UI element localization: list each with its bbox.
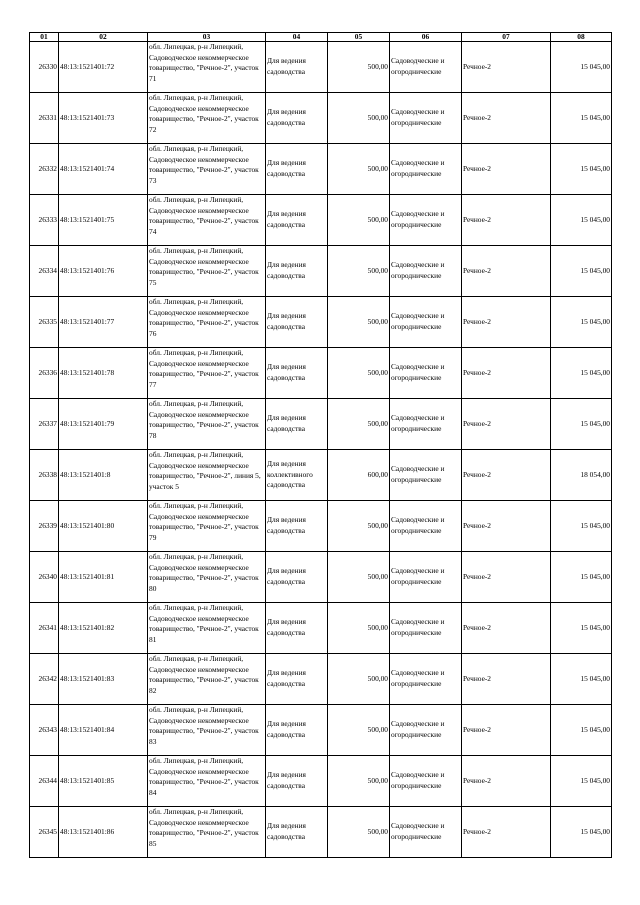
cadastral-value-cell: 15 045,00 bbox=[551, 144, 612, 195]
permitted-use-cell: Для ведения садоводства bbox=[266, 348, 328, 399]
land-category-cell: Садоводческие и огороднические bbox=[390, 654, 462, 705]
cadastral-value-cell: 15 045,00 bbox=[551, 603, 612, 654]
cadastral-number-cell: 48:13:1521401:8 bbox=[59, 450, 148, 501]
record-number-cell: 26339 bbox=[30, 501, 59, 552]
cadastral-number-cell: 48:13:1521401:72 bbox=[59, 42, 148, 93]
col-header-05: 05 bbox=[328, 33, 390, 42]
cadastral-value-cell: 15 045,00 bbox=[551, 807, 612, 858]
col-header-08: 08 bbox=[551, 33, 612, 42]
address-text: обл. Липецкая, р-н Липецкий, Садоводческое некоммерческое товарищество, "Речное-2", участок 83 bbox=[149, 705, 259, 746]
land-category-cell: Садоводческие и огороднические bbox=[390, 144, 462, 195]
address-cell bbox=[148, 399, 266, 450]
address-text: обл. Липецкая, р-н Липецкий, Садоводческое некоммерческое товарищество, "Речное-2", участок 76 bbox=[149, 297, 259, 338]
cadastral-number-cell: 48:13:1521401:80 bbox=[59, 501, 148, 552]
address-text: обл. Липецкая, р-н Липецкий, Садоводческое некоммерческое товарищество, "Речное-2", участок 77 bbox=[149, 348, 259, 389]
address-cell bbox=[148, 297, 266, 348]
locality-cell: Речное-2 bbox=[462, 93, 551, 144]
permitted-use-cell: Для ведения садоводства bbox=[266, 42, 328, 93]
address-cell bbox=[148, 450, 266, 501]
record-number-cell: 26331 bbox=[30, 93, 59, 144]
header-row bbox=[30, 33, 612, 42]
cadastral-value-cell: 15 045,00 bbox=[551, 399, 612, 450]
cadastral-value-cell: 15 045,00 bbox=[551, 348, 612, 399]
locality-cell: Речное-2 bbox=[462, 756, 551, 807]
cadastral-number-cell: 48:13:1521401:83 bbox=[59, 654, 148, 705]
area-cell: 500,00 bbox=[328, 348, 390, 399]
address-text: обл. Липецкая, р-н Липецкий, Садоводческое некоммерческое товарищество, "Речное-2", участок 74 bbox=[149, 195, 259, 236]
cadastral-value-cell: 15 045,00 bbox=[551, 552, 612, 603]
land-category-cell: Садоводческие и огороднические bbox=[390, 603, 462, 654]
land-category-cell: Садоводческие и огороднические bbox=[390, 705, 462, 756]
table-row bbox=[30, 399, 612, 450]
permitted-use-cell: Для ведения садоводства bbox=[266, 552, 328, 603]
area-cell: 500,00 bbox=[328, 807, 390, 858]
locality-cell: Речное-2 bbox=[462, 654, 551, 705]
area-cell: 500,00 bbox=[328, 93, 390, 144]
locality-cell: Речное-2 bbox=[462, 450, 551, 501]
address-cell bbox=[148, 93, 266, 144]
table-row bbox=[30, 246, 612, 297]
record-number-cell: 26341 bbox=[30, 603, 59, 654]
record-number-cell: 26333 bbox=[30, 195, 59, 246]
permitted-use-cell: Для ведения садоводства bbox=[266, 144, 328, 195]
address-text: обл. Липецкая, р-н Липецкий, Садоводческое некоммерческое товарищество, "Речное-2", участок 82 bbox=[149, 654, 259, 695]
area-cell: 500,00 bbox=[328, 603, 390, 654]
cadastral-number-cell: 48:13:1521401:76 bbox=[59, 246, 148, 297]
land-category-cell: Садоводческие и огороднические bbox=[390, 399, 462, 450]
record-number-cell: 26335 bbox=[30, 297, 59, 348]
cadastral-value-cell: 15 045,00 bbox=[551, 501, 612, 552]
address-cell bbox=[148, 501, 266, 552]
address-cell bbox=[148, 246, 266, 297]
address-text: обл. Липецкая, р-н Липецкий, Садоводческое некоммерческое товарищество, "Речное-2", участок 81 bbox=[149, 603, 259, 644]
cadastral-value-cell: 15 045,00 bbox=[551, 654, 612, 705]
table-row bbox=[30, 195, 612, 246]
table-row bbox=[30, 144, 612, 195]
address-text: обл. Липецкая, р-н Липецкий, Садоводческое некоммерческое товарищество, "Речное-2", участок 80 bbox=[149, 552, 259, 593]
permitted-use-cell: Для ведения садоводства bbox=[266, 654, 328, 705]
record-number-cell: 26334 bbox=[30, 246, 59, 297]
table-row bbox=[30, 42, 612, 93]
permitted-use-cell: Для ведения садоводства bbox=[266, 195, 328, 246]
col-header-03: 03 bbox=[148, 33, 266, 42]
record-number-cell: 26338 bbox=[30, 450, 59, 501]
area-cell: 500,00 bbox=[328, 705, 390, 756]
cadastral-value-cell: 15 045,00 bbox=[551, 705, 612, 756]
address-cell bbox=[148, 144, 266, 195]
cadastral-number-cell: 48:13:1521401:84 bbox=[59, 705, 148, 756]
land-category-cell: Садоводческие и огороднические bbox=[390, 450, 462, 501]
address-cell bbox=[148, 42, 266, 93]
land-category-cell: Садоводческие и огороднические bbox=[390, 195, 462, 246]
address-cell bbox=[148, 756, 266, 807]
land-category-cell: Садоводческие и огороднические bbox=[390, 93, 462, 144]
cadastral-number-cell: 48:13:1521401:78 bbox=[59, 348, 148, 399]
record-number-cell: 26340 bbox=[30, 552, 59, 603]
cadastral-number-cell: 48:13:1521401:77 bbox=[59, 297, 148, 348]
land-category-cell: Садоводческие и огороднические bbox=[390, 807, 462, 858]
cadastral-value-cell: 18 054,00 bbox=[551, 450, 612, 501]
address-cell bbox=[148, 552, 266, 603]
cadastral-number-cell: 48:13:1521401:73 bbox=[59, 93, 148, 144]
cadastral-value-cell: 15 045,00 bbox=[551, 93, 612, 144]
locality-cell: Речное-2 bbox=[462, 297, 551, 348]
cadastral-number-cell: 48:13:1521401:86 bbox=[59, 807, 148, 858]
col-header-02: 02 bbox=[59, 33, 148, 42]
cadastral-value-cell: 15 045,00 bbox=[551, 297, 612, 348]
locality-cell: Речное-2 bbox=[462, 42, 551, 93]
land-category-cell: Садоводческие и огороднические bbox=[390, 246, 462, 297]
land-category-cell: Садоводческие и огороднические bbox=[390, 552, 462, 603]
permitted-use-cell: Для ведения садоводства bbox=[266, 297, 328, 348]
address-cell bbox=[148, 348, 266, 399]
land-category-cell: Садоводческие и огороднические bbox=[390, 756, 462, 807]
locality-cell: Речное-2 bbox=[462, 348, 551, 399]
area-cell: 500,00 bbox=[328, 144, 390, 195]
address-cell bbox=[148, 654, 266, 705]
permitted-use-cell: Для ведения садоводства bbox=[266, 603, 328, 654]
address-cell bbox=[148, 603, 266, 654]
locality-cell: Речное-2 bbox=[462, 246, 551, 297]
table-row bbox=[30, 756, 612, 807]
area-cell: 500,00 bbox=[328, 501, 390, 552]
locality-cell: Речное-2 bbox=[462, 807, 551, 858]
permitted-use-cell: Для ведения садоводства bbox=[266, 501, 328, 552]
record-number-cell: 26345 bbox=[30, 807, 59, 858]
cadastral-number-cell: 48:13:1521401:82 bbox=[59, 603, 148, 654]
land-category-cell: Садоводческие и огороднические bbox=[390, 297, 462, 348]
address-text: обл. Липецкая, р-н Липецкий, Садоводческое некоммерческое товарищество, "Речное-2", участок 73 bbox=[149, 144, 259, 185]
land-category-cell: Садоводческие и огороднические bbox=[390, 501, 462, 552]
permitted-use-cell: Для ведения садоводства bbox=[266, 93, 328, 144]
area-cell: 500,00 bbox=[328, 399, 390, 450]
address-text: обл. Липецкая, р-н Липецкий, Садоводческое некоммерческое товарищество, "Речное-2", участок 85 bbox=[149, 807, 259, 848]
record-number-cell: 26336 bbox=[30, 348, 59, 399]
table-row bbox=[30, 552, 612, 603]
col-header-06: 06 bbox=[390, 33, 462, 42]
locality-cell: Речное-2 bbox=[462, 705, 551, 756]
locality-cell: Речное-2 bbox=[462, 399, 551, 450]
table-row bbox=[30, 501, 612, 552]
address-cell bbox=[148, 195, 266, 246]
area-cell: 500,00 bbox=[328, 756, 390, 807]
table-row bbox=[30, 807, 612, 858]
record-number-cell: 26342 bbox=[30, 654, 59, 705]
locality-cell: Речное-2 bbox=[462, 552, 551, 603]
table-row bbox=[30, 705, 612, 756]
address-cell bbox=[148, 705, 266, 756]
table-row bbox=[30, 93, 612, 144]
col-header-01: 01 bbox=[30, 33, 59, 42]
address-text: обл. Липецкая, р-н Липецкий, Садоводческое некоммерческое товарищество, "Речное-2", участок 84 bbox=[149, 756, 259, 797]
table-row bbox=[30, 297, 612, 348]
cadastral-number-cell: 48:13:1521401:75 bbox=[59, 195, 148, 246]
table-row bbox=[30, 348, 612, 399]
cadastral-number-cell: 48:13:1521401:85 bbox=[59, 756, 148, 807]
table-row bbox=[30, 603, 612, 654]
cadastral-value-cell: 15 045,00 bbox=[551, 756, 612, 807]
cadastral-value-cell: 15 045,00 bbox=[551, 42, 612, 93]
area-cell: 600,00 bbox=[328, 450, 390, 501]
locality-cell: Речное-2 bbox=[462, 195, 551, 246]
permitted-use-cell: Для ведения коллективного садоводства bbox=[266, 450, 328, 501]
cadastral-number-cell: 48:13:1521401:74 bbox=[59, 144, 148, 195]
area-cell: 500,00 bbox=[328, 297, 390, 348]
permitted-use-cell: Для ведения садоводства bbox=[266, 399, 328, 450]
record-number-cell: 26332 bbox=[30, 144, 59, 195]
address-text: обл. Липецкая, р-н Липецкий, Садоводческое некоммерческое товарищество, "Речное-2", участок 72 bbox=[149, 93, 259, 134]
address-text: обл. Липецкая, р-н Липецкий, Садоводческое некоммерческое товарищество, "Речное-2", участок 75 bbox=[149, 246, 259, 287]
col-header-04: 04 bbox=[266, 33, 328, 42]
area-cell: 500,00 bbox=[328, 42, 390, 93]
table-row bbox=[30, 450, 612, 501]
record-number-cell: 26343 bbox=[30, 705, 59, 756]
area-cell: 500,00 bbox=[328, 246, 390, 297]
area-cell: 500,00 bbox=[328, 195, 390, 246]
cadastral-number-cell: 48:13:1521401:79 bbox=[59, 399, 148, 450]
record-number-cell: 26337 bbox=[30, 399, 59, 450]
land-category-cell: Садоводческие и огороднические bbox=[390, 42, 462, 93]
land-category-cell: Садоводческие и огороднические bbox=[390, 348, 462, 399]
area-cell: 500,00 bbox=[328, 654, 390, 705]
permitted-use-cell: Для ведения садоводства bbox=[266, 705, 328, 756]
locality-cell: Речное-2 bbox=[462, 603, 551, 654]
permitted-use-cell: Для ведения садоводства bbox=[266, 756, 328, 807]
permitted-use-cell: Для ведения садоводства bbox=[266, 246, 328, 297]
table-row bbox=[30, 654, 612, 705]
record-number-cell: 26344 bbox=[30, 756, 59, 807]
land-plots-table bbox=[29, 32, 612, 858]
locality-cell: Речное-2 bbox=[462, 501, 551, 552]
cadastral-number-cell: 48:13:1521401:81 bbox=[59, 552, 148, 603]
address-text: обл. Липецкая, р-н Липецкий, Садоводческое некоммерческое товарищество, "Речное-2", участок 79 bbox=[149, 501, 259, 542]
address-text: обл. Липецкая, р-н Липецкий, Садоводческое некоммерческое товарищество, "Речное-2", участок 71 bbox=[149, 42, 259, 83]
address-cell bbox=[148, 807, 266, 858]
cadastral-value-cell: 15 045,00 bbox=[551, 246, 612, 297]
permitted-use-cell: Для ведения садоводства bbox=[266, 807, 328, 858]
col-header-07: 07 bbox=[462, 33, 551, 42]
record-number-cell: 26330 bbox=[30, 42, 59, 93]
address-text: обл. Липецкая, р-н Липецкий, Садоводческое некоммерческое товарищество, "Речное-2", линия 5, участок 5 bbox=[149, 450, 261, 491]
address-text: обл. Липецкая, р-н Липецкий, Садоводческое некоммерческое товарищество, "Речное-2", участок 78 bbox=[149, 399, 259, 440]
area-cell: 500,00 bbox=[328, 552, 390, 603]
cadastral-value-cell: 15 045,00 bbox=[551, 195, 612, 246]
locality-cell: Речное-2 bbox=[462, 144, 551, 195]
